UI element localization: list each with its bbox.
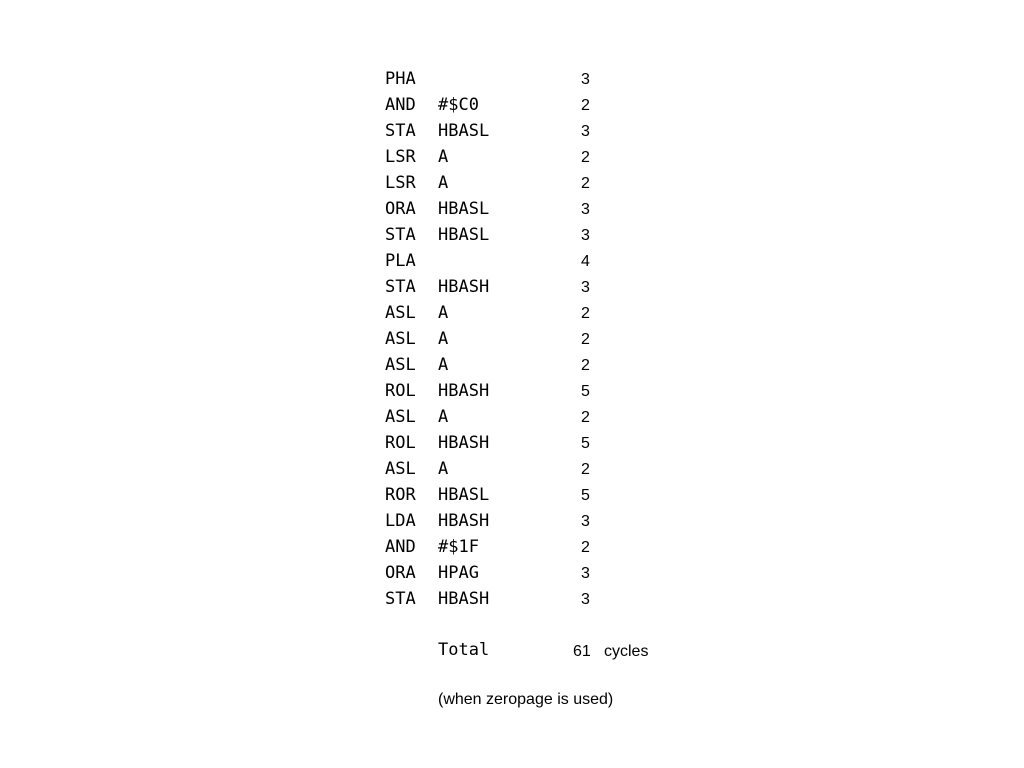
cycle-count: 3 [581,279,590,296]
cycle-count: 3 [581,513,590,530]
total-label: Total [438,640,490,660]
cycle-count: 2 [581,149,590,166]
instruction-row [0,118,1024,144]
instruction-row [0,404,1024,430]
operand: HBASH [438,511,490,531]
instruction-listing [0,66,1024,612]
operand: A [438,173,449,193]
zeropage-note: (when zeropage is used) [438,691,614,708]
total-cycles-unit: cycles [604,643,649,660]
mnemonic: AND [385,537,416,557]
mnemonic: ROL [385,381,416,401]
mnemonic: STA [385,225,416,245]
mnemonic: ASL [385,355,416,375]
operand: #$C0 [438,95,479,115]
cycle-count: 5 [581,487,590,504]
mnemonic: PLA [385,251,416,271]
operand: HBASL [438,121,490,141]
cycle-count: 2 [581,357,590,374]
cycle-count: 3 [581,565,590,582]
instruction-row [0,508,1024,534]
operand: HBASH [438,381,490,401]
instruction-row [0,456,1024,482]
instruction-row [0,352,1024,378]
cycle-count: 2 [581,305,590,322]
mnemonic: AND [385,95,416,115]
instruction-row [0,144,1024,170]
mnemonic: LSR [385,147,416,167]
operand: HBASH [438,277,490,297]
instruction-row [0,170,1024,196]
mnemonic: STA [385,121,416,141]
cycle-count: 3 [581,591,590,608]
total-cycles-value: 61 [573,643,591,660]
mnemonic: ASL [385,329,416,349]
cycle-count: 3 [581,201,590,218]
cycle-count: 2 [581,461,590,478]
instruction-row [0,92,1024,118]
cycle-count: 3 [581,227,590,244]
instruction-row [0,274,1024,300]
mnemonic: STA [385,589,416,609]
instruction-row [0,482,1024,508]
mnemonic: ORA [385,563,416,583]
operand: HBASL [438,485,490,505]
operand: HBASH [438,589,490,609]
instruction-row [0,222,1024,248]
cycle-count: 3 [581,71,590,88]
operand: HBASH [438,433,490,453]
operand: A [438,147,449,167]
cycle-count: 5 [581,435,590,452]
mnemonic: STA [385,277,416,297]
cycle-count: 3 [581,123,590,140]
mnemonic: LSR [385,173,416,193]
operand: HBASL [438,225,490,245]
instruction-row [0,430,1024,456]
instruction-row [0,248,1024,274]
mnemonic: ASL [385,407,416,427]
mnemonic: ROL [385,433,416,453]
instruction-row [0,66,1024,92]
instruction-row [0,534,1024,560]
cycle-count: 5 [581,383,590,400]
instruction-row [0,560,1024,586]
operand: A [438,329,449,349]
mnemonic: ASL [385,303,416,323]
instruction-row [0,378,1024,404]
total-row [0,637,1024,665]
cycle-count: 2 [581,539,590,556]
operand: A [438,459,449,479]
cycle-count: 4 [581,253,590,270]
operand: HBASL [438,199,490,219]
operand: A [438,303,449,323]
operand: A [438,355,449,375]
instruction-row [0,326,1024,352]
instruction-row [0,300,1024,326]
mnemonic: ORA [385,199,416,219]
mnemonic: LDA [385,511,416,531]
mnemonic: PHA [385,69,416,89]
cycle-count: 2 [581,97,590,114]
cycle-count: 2 [581,409,590,426]
operand: A [438,407,449,427]
mnemonic: ASL [385,459,416,479]
mnemonic: ROR [385,485,416,505]
instruction-row [0,196,1024,222]
operand: HPAG [438,563,479,583]
cycle-count: 2 [581,175,590,192]
instruction-row [0,586,1024,612]
operand: #$1F [438,537,479,557]
cycle-count: 2 [581,331,590,348]
